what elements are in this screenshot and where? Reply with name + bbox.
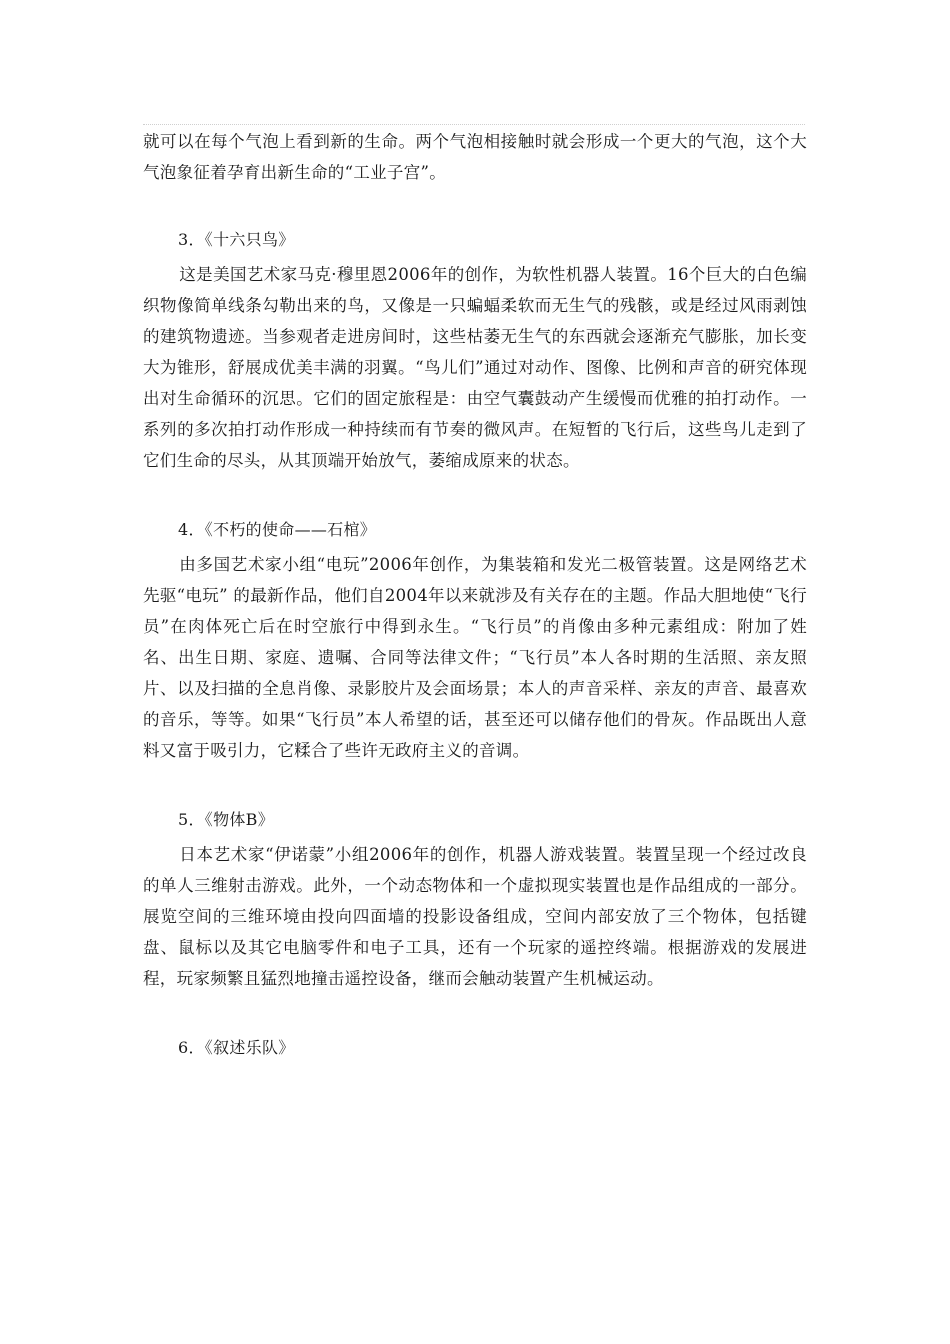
section-narrative-band <box>143 1032 807 1063</box>
section-heading: 5．《物体B》 <box>178 810 275 829</box>
opening-paragraph: 就可以在每个气泡上看到新的生命。两个气泡相接触时就会形成一个更大的气泡，这个大气泡象征着孕育出新生命的“工业子宫”。 <box>143 132 807 182</box>
section-heading: 6．《叙述乐队》 <box>178 1038 295 1057</box>
section-heading: 3．《十六只鸟》 <box>178 230 295 249</box>
section-immortal-mission <box>143 514 807 766</box>
header-divider <box>143 124 805 125</box>
section-paragraph: 由多国艺术家小组“电玩”2006年创作，为集装箱和发光二极管装置。这是网络艺术先驱“电玩” 的最新作品，他们自2004年以来就涉及有关存在的主题。作品大胆地使“飞行员”在肉体死亡后在时空旅行中得到永生。“飞行员”的肖像由多种元素组成：附加了姓名、出生日期、家庭、遗嘱、合同等法律文件；“飞行员”本人各时期的生活照、亲友照片、以及扫描的全息肖像、录影胶片及会面场景；本人的声音采样、亲友的声音、最喜欢的音乐，等等。如果“飞行员”本人希望的话，甚至还可以储存他们的骨灰。作品既出人意料又富于吸引力，它糅合了些许无政府主义的音调。 <box>143 555 807 760</box>
section-paragraph: 这是美国艺术家马克·穆里恩2006年的创作，为软性机器人装置。16个巨大的白色编织物像简单线条勾勒出来的鸟，又像是一只蝙蝠柔软而无生气的残骸，或是经过风雨剥蚀的建筑物遗迹。当参观者走进房间时，这些枯萎无生气的东西就会逐渐充气膨胀，加长变大为锥形，舒展成优美丰满的羽翼。“鸟儿们”通过对动作、图像、比例和声音的研究体现出对生命循环的沉思。它们的固定旅程是：由空气囊鼓动产生缓慢而优雅的拍打动作。一系列的多次拍打动作形成一种持续而有节奏的微风声。在短暂的飞行后，这些鸟儿走到了它们生命的尽头，从其顶端开始放气，萎缩成原来的状态。 <box>143 265 807 470</box>
section-object-b <box>143 804 807 994</box>
document-body <box>143 126 807 1063</box>
section-sixteen-birds <box>143 224 807 476</box>
section-heading: 4．《不朽的使命——石棺》 <box>178 520 377 539</box>
section-paragraph: 日本艺术家“伊诺蒙”小组2006年的创作，机器人游戏装置。装置呈现一个经过改良的单人三维射击游戏。此外，一个动态物体和一个虚拟现实装置也是作品组成的一部分。展览空间的三维环境由投向四面墙的投影设备组成，空间内部安放了三个物体，包括键盘、鼠标以及其它电脑零件和电子工具，还有一个玩家的遥控终端。根据游戏的发展进程，玩家频繁且猛烈地撞击遥控设备，继而会触动装置产生机械运动。 <box>143 845 807 988</box>
